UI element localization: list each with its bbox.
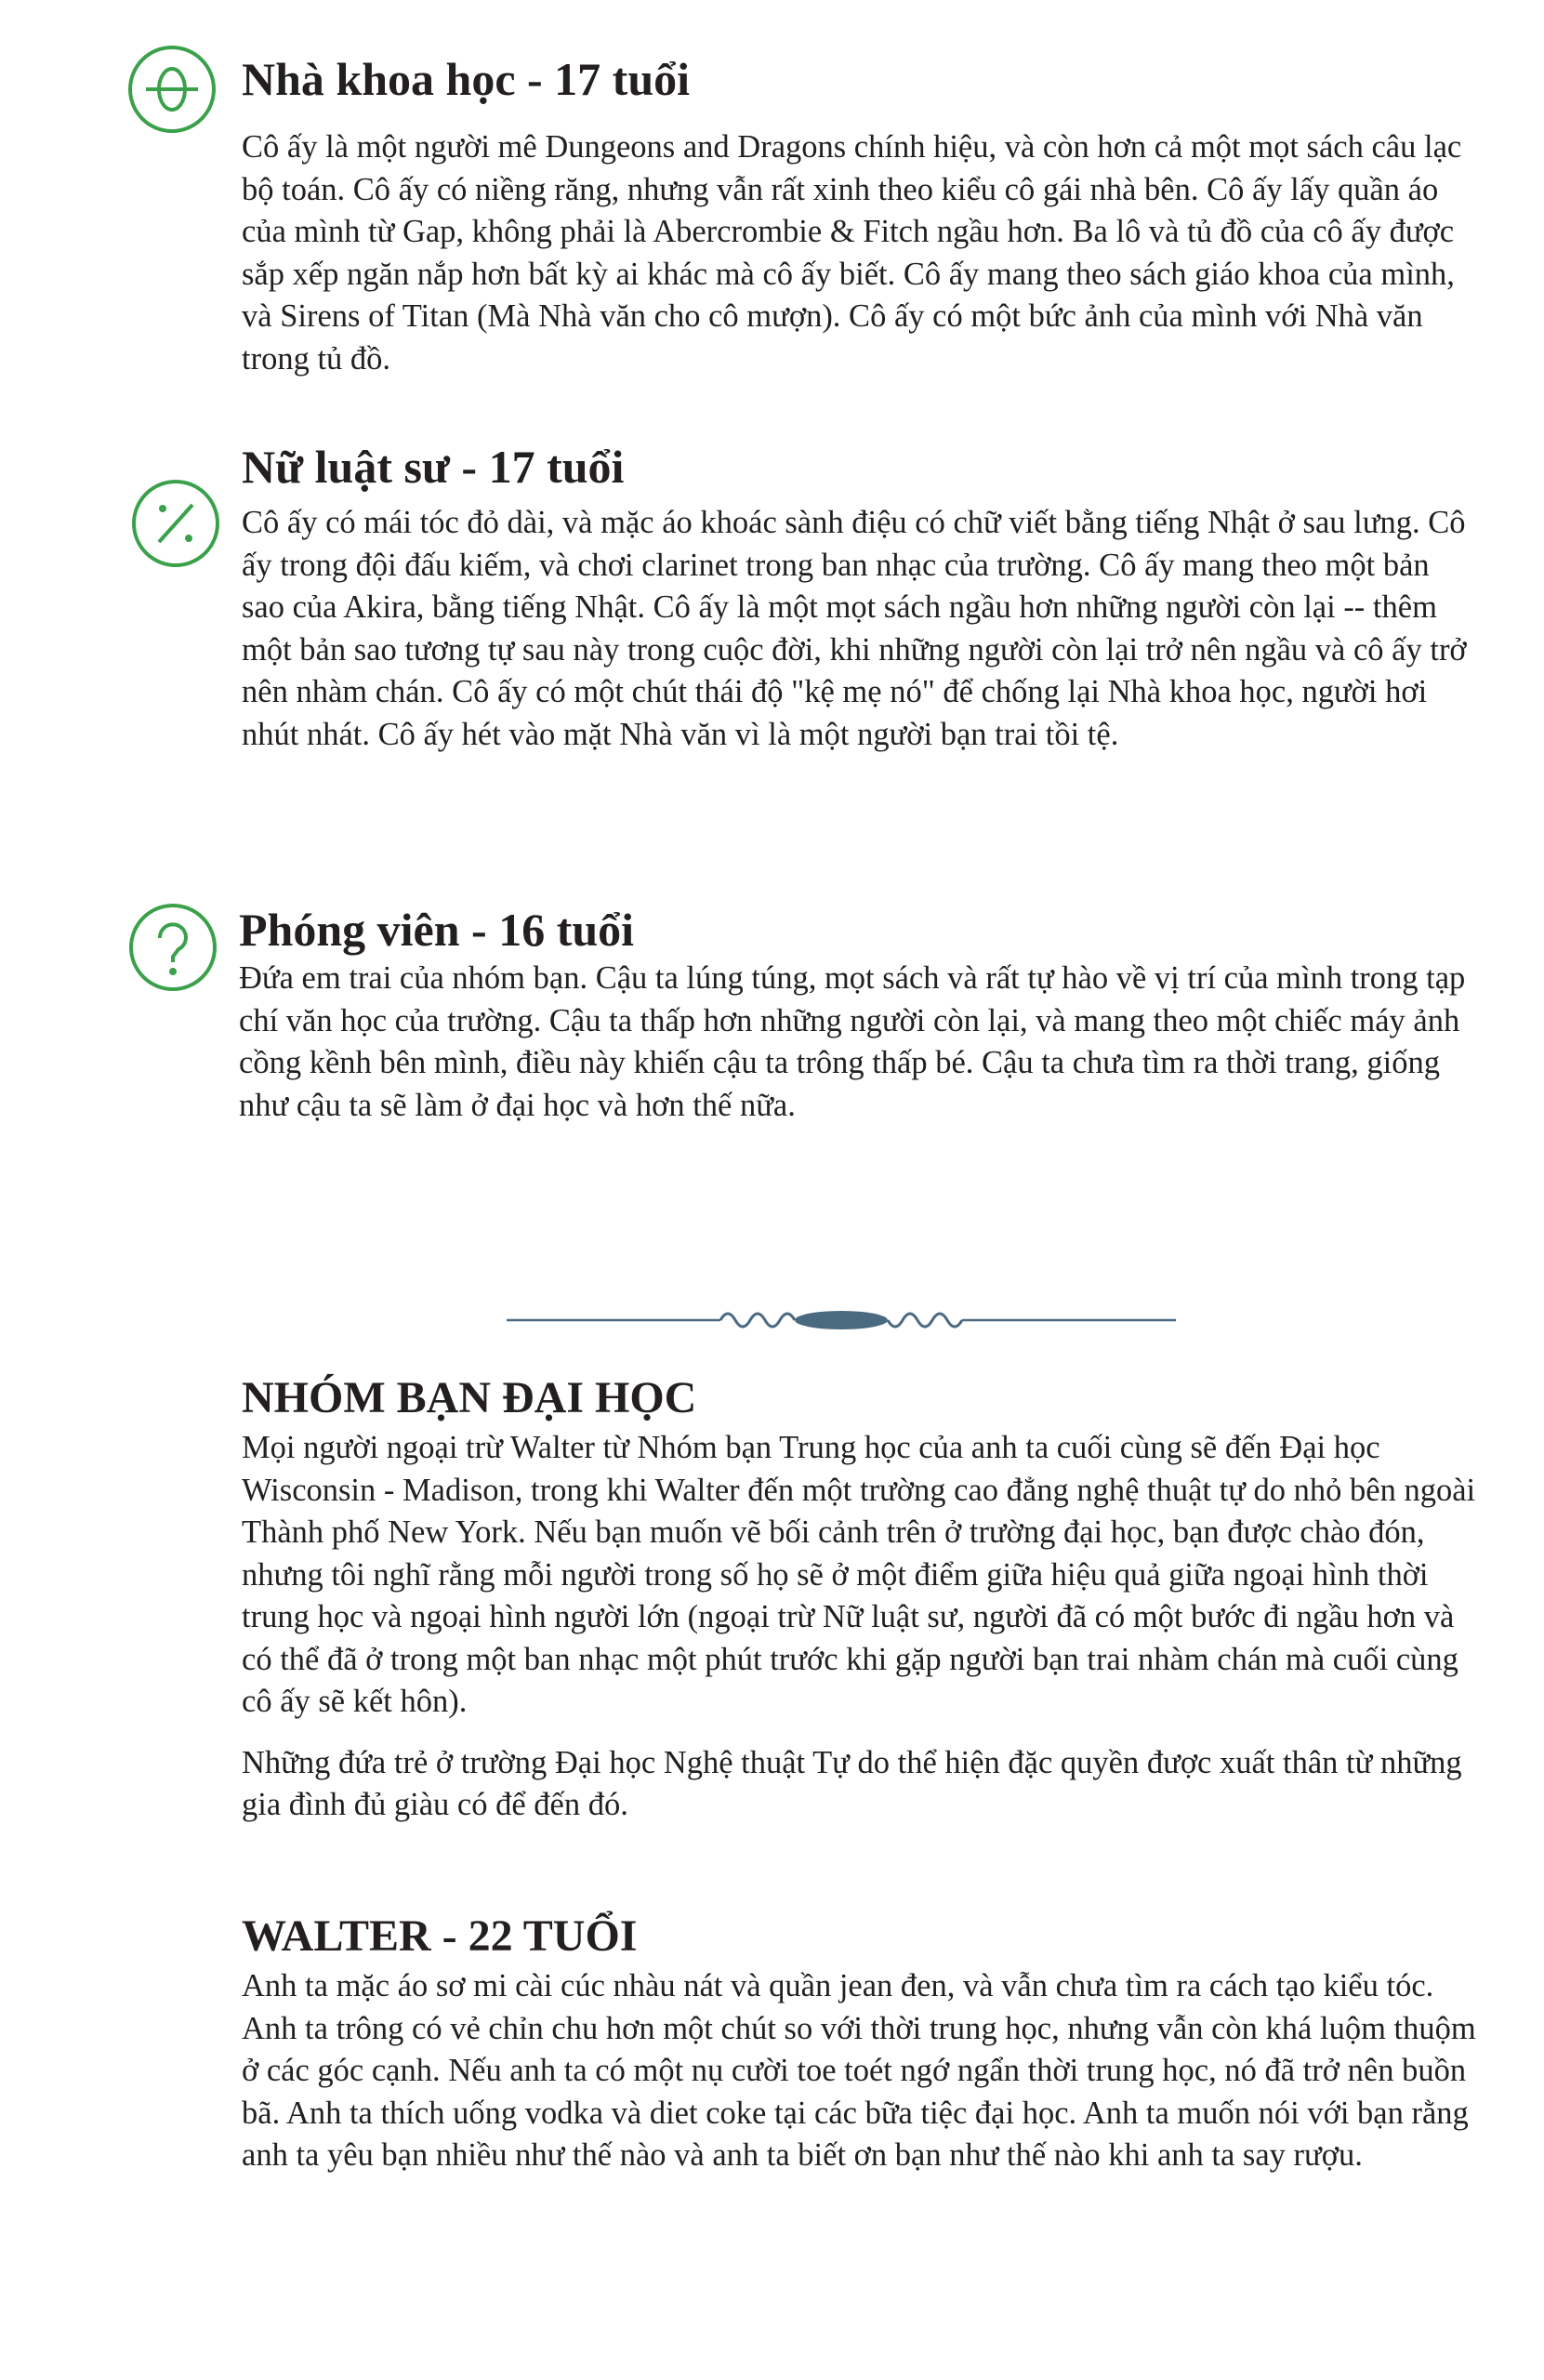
character-lawyer <box>242 439 1478 756</box>
character-description: Anh ta mặc áo sơ mi cài cúc nhàu nát và quần jean đen, và vẫn chưa tìm ra cách tạo kiểu tóc. Anh ta trông có vẻ chỉn chu hơn một chút so với thời trung học, nhưng vẫn còn khá luộm thuộm ở các góc cạnh. Nếu anh ta có một nụ cười toe toét ngớ ngẩn thời trung học, nó đã trở nên buồn bã. Anh ta thích uống vodka và diet coke tại các bữa tiệc đại học. Anh ta muốn nói với bạn rằng anh ta yêu bạn nhiều như thế nào và anh ta biết ơn bạn như thế nào khi anh ta say rượu. <box>242 1968 1476 2173</box>
character-heading: Nữ luật sư - 17 tuổi <box>242 441 625 493</box>
character-walter <box>242 1910 1478 2177</box>
percent-circle-icon <box>127 475 224 572</box>
section-heading: NHÓM BẠN ĐẠI HỌC <box>242 1373 697 1422</box>
character-scientist <box>242 51 1478 380</box>
ornamental-divider <box>497 1292 1185 1348</box>
character-reporter <box>239 902 1475 1127</box>
character-heading: WALTER - 22 TUỔI <box>242 1911 638 1961</box>
theta-circle-icon <box>124 41 220 138</box>
character-heading: Phóng viên - 16 tuổi <box>239 904 635 956</box>
character-description: Đứa em trai của nhóm bạn. Cậu ta lúng túng, mọt sách và rất tự hào về vị trí của mình trong tạp chí văn học của trường. Cậu ta thấp hơn những người còn lại, và mang theo một chiếc máy ảnh cồng kềnh bên mình, điều này khiến cậu ta trông thấp bé. Cậu ta chưa tìm ra thời trang, giống như cậu ta sẽ làm ở đại học và hơn thế nữa. <box>239 960 1466 1123</box>
section-paragraph: Những đứa trẻ ở trường Đại học Nghệ thuật Tự do thể hiện đặc quyền được xuất thân từ những gia đình đủ giàu có để đến đó. <box>242 1744 1462 1822</box>
character-description: Cô ấy là một người mê Dungeons and Dragons chính hiệu, và còn hơn cả một mọt sách câu lạc bộ toán. Cô ấy có niềng răng, nhưng vẫn rất xinh theo kiểu cô gái nhà bên. Cô ấy lấy quần áo của mình từ Gap, không phải là Abercrombie & Fitch ngầu hơn. Ba lô và tủ đồ của cô ấy được sắp xếp ngăn nắp hơn bất kỳ ai khác mà cô ấy biết. Cô ấy mang theo sách giáo khoa của mình, và Sirens of Titan (Mà Nhà văn cho cô mượn). Cô ấy có một bức ảnh của mình với Nhà văn trong tủ đồ. <box>242 129 1462 377</box>
question-circle-icon <box>125 899 221 996</box>
college-section <box>242 1371 1478 1827</box>
character-heading: Nhà khoa học - 17 tuổi <box>242 53 691 105</box>
section-paragraph: Mọi người ngoại trừ Walter từ Nhóm bạn Trung học của anh ta cuối cùng sẽ đến Đại học Wisconsin - Madison, trong khi Walter đến một trường cao đẳng nghệ thuật tự do nhỏ bên ngoài Thành phố New York. Nếu bạn muốn vẽ bối cảnh trên ở trường đại học, bạn được chào đón, nhưng tôi nghĩ rằng mỗi người trong số họ sẽ ở một điểm giữa hiệu quả giữa ngoại hình thời trung học và ngoại hình người lớn (ngoại trừ Nữ luật sư, người đã có một bước đi ngầu hơn và có thể đã ở trong một ban nhạc một phút trước khi gặp người bạn trai nhàm chán mà cuối cùng cô ấy sẽ kết hôn). <box>242 1430 1476 1719</box>
character-description: Cô ấy có mái tóc đỏ dài, và mặc áo khoác sành điệu có chữ viết bằng tiếng Nhật ở sau lưng. Cô ấy trong đội đấu kiếm, và chơi clarinet trong ban nhạc của trường. Cô ấy mang theo một bản sao của Akira, bằng tiếng Nhật. Cô ấy là một mọt sách ngầu hơn những người còn lại -- thêm một bản sao tương tự sau này trong cuộc đời, khi những người còn lại trở nên ngầu và cô ấy trở nên nhàm chán. Cô ấy có một chút thái độ "kệ mẹ nó" để chống lại Nhà khoa học, người hơi nhút nhát. Cô ấy hét vào mặt Nhà văn vì là một người bạn trai tồi tệ. <box>242 505 1467 752</box>
